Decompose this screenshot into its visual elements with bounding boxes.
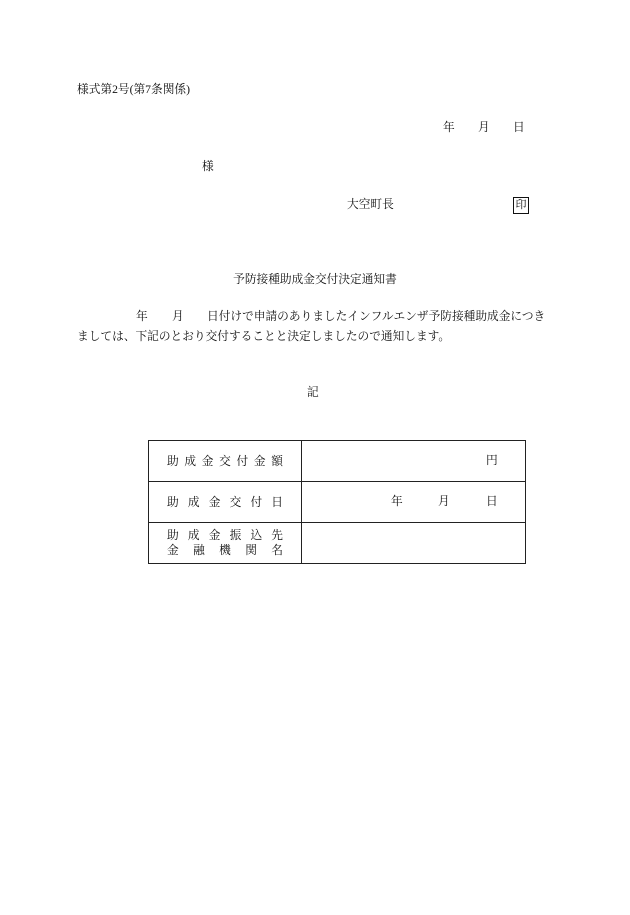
header-date-day: 日 — [513, 121, 525, 134]
label-character: 振 — [229, 529, 242, 542]
recipient-suffix: 様 — [202, 160, 214, 173]
body-year-label: 年 — [136, 310, 148, 323]
grant-date-value-cell[interactable] — [302, 482, 525, 522]
body-month-label: 月 — [172, 310, 184, 323]
body-line-1: 日付けで申請のありましたインフルエンザ予防接種助成金につき — [207, 310, 546, 323]
bank-value-cell[interactable] — [302, 523, 525, 563]
label-character: 成 — [187, 495, 200, 509]
label-character: 交 — [229, 495, 242, 509]
label-character: 金 — [208, 529, 221, 542]
label-character: 込 — [250, 529, 263, 542]
grant-details-table — [148, 440, 526, 564]
label-character: 関 — [245, 544, 257, 557]
label-character: 機 — [219, 544, 231, 557]
financial-institution-label — [167, 543, 283, 558]
label-character: 助 — [167, 454, 179, 468]
label-character: 金 — [201, 454, 214, 468]
label-character: 日 — [271, 495, 283, 509]
header-date-year: 年 — [443, 121, 455, 134]
header-date-month: 月 — [478, 121, 490, 134]
body-line-2: ましては、下記のとおり交付することと決定しましたので通知します。 — [77, 330, 451, 343]
label-character: 金 — [167, 544, 179, 557]
amount-label — [167, 454, 283, 469]
label-character: 金 — [208, 495, 221, 509]
grant-date-day: 日 — [486, 495, 498, 508]
seal-mark: 印 — [513, 197, 529, 214]
label-character: 額 — [271, 454, 283, 468]
table-label-cell — [149, 523, 302, 563]
yen-unit: 円 — [486, 454, 498, 467]
document-title: 予防接種助成金交付決定通知書 — [233, 273, 397, 286]
table-row-bank — [149, 523, 525, 563]
label-character: 金 — [253, 454, 266, 468]
table-label-cell — [149, 482, 302, 522]
label-character: 成 — [184, 454, 197, 468]
form-number: 様式第2号(第7条関係) — [77, 83, 190, 96]
grant-date-month: 月 — [438, 495, 450, 508]
table-label-cell — [149, 441, 302, 481]
label-character: 成 — [187, 529, 200, 542]
grant-date-year: 年 — [391, 495, 403, 508]
label-character: 融 — [193, 544, 205, 557]
label-character: 先 — [271, 529, 283, 542]
table-row-date — [149, 482, 525, 523]
table-row-amount — [149, 441, 525, 482]
issuer-name: 大空町長 — [347, 198, 394, 211]
grant-date-label — [167, 495, 283, 510]
label-character: 付 — [250, 495, 263, 509]
label-character: 助 — [167, 495, 179, 509]
label-character: 名 — [271, 544, 283, 557]
amount-value-cell[interactable] — [302, 441, 525, 481]
transfer-destination-label — [167, 528, 283, 543]
label-character: 交 — [219, 454, 231, 468]
label-character: 助 — [167, 529, 179, 542]
section-mark: 記 — [307, 386, 319, 399]
label-character: 付 — [236, 454, 249, 468]
